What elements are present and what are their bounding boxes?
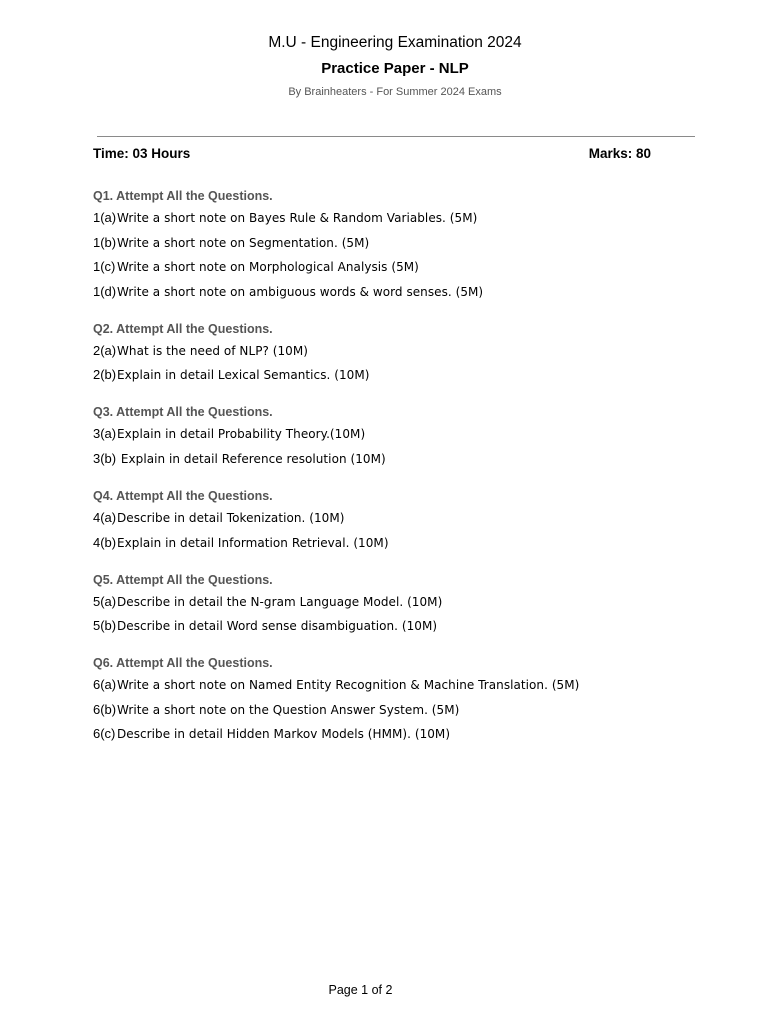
question-text: Explain in detail Probability Theory.(10M) (117, 427, 366, 442)
question-item (93, 235, 693, 251)
question-item (93, 535, 693, 551)
question-number: 3(a) (93, 426, 117, 442)
question-number: 6(b) (93, 701, 117, 717)
question-number: 2(a) (93, 342, 117, 358)
question-section-3 (93, 405, 693, 467)
exam-title: M.U - Engineering Examination 2024 (268, 34, 522, 51)
question-section-5 (93, 573, 693, 635)
question-item (93, 594, 693, 610)
question-text: Write a short note on ambiguous words & word senses. (5M) (117, 284, 484, 299)
section-heading: Q4. Attempt All the Questions. (93, 488, 273, 503)
question-number: 2(b) (93, 367, 117, 383)
question-text: Write a short note on Named Entity Recognition & Machine Translation. (5M) (117, 678, 580, 693)
section-heading: Q5. Attempt All the Questions. (93, 572, 273, 587)
question-number: 3(b) (93, 450, 117, 466)
question-item (93, 451, 693, 467)
question-text: Explain in detail Information Retrieval. (10M) (117, 535, 389, 550)
question-number: 1(c) (93, 259, 116, 275)
question-item (93, 426, 693, 442)
question-item (93, 677, 693, 693)
page-number: Page 1 of 2 (328, 983, 393, 997)
question-text: Write a short note on Bayes Rule & Random Variables. (5M) (117, 211, 478, 225)
question-item (93, 284, 693, 300)
section-heading: Q6. Attempt All the Questions. (93, 656, 273, 671)
question-item (93, 343, 693, 359)
question-text: Write a short note on the Question Answer System. (5M) (117, 702, 460, 717)
question-section-4 (93, 489, 693, 551)
question-number: 5(a) (93, 593, 117, 609)
question-number: 1(b) (93, 234, 117, 250)
question-number: 5(b) (93, 618, 117, 634)
question-section-2 (93, 322, 693, 384)
document-header (0, 34, 768, 99)
section-heading: Q1. Attempt All the Questions. (93, 189, 273, 203)
question-text: Describe in detail Tokenization. (10M) (117, 510, 345, 525)
question-item (93, 726, 693, 742)
question-text: Explain in detail Reference resolution (10M) (117, 451, 386, 466)
time-label: Time: 03 Hours (93, 146, 191, 161)
marks-label: Marks: 80 (588, 146, 651, 161)
question-item (93, 367, 693, 383)
question-text: Describe in detail Word sense disambiguation. (10M) (117, 619, 438, 634)
question-item (93, 702, 693, 718)
paper-title: Practice Paper - NLP (321, 60, 469, 77)
question-item (93, 618, 693, 634)
question-item (93, 259, 693, 275)
exam-meta (93, 146, 651, 162)
question-number: 6(a) (93, 677, 117, 693)
question-item (93, 510, 693, 526)
question-text: Describe in detail Hidden Markov Models (HMM). (10M) (117, 727, 451, 742)
question-list (93, 189, 693, 764)
question-item (93, 210, 693, 226)
question-text: Write a short note on Morphological Analysis (5M) (117, 260, 419, 275)
question-section-1 (93, 189, 693, 300)
question-section-6 (93, 656, 693, 742)
question-number: 1(a) (93, 210, 117, 225)
question-number: 4(b) (93, 534, 117, 550)
section-heading: Q3. Attempt All the Questions. (93, 405, 273, 420)
question-text: Write a short note on Segmentation. (5M) (117, 235, 370, 250)
question-text: What is the need of NLP? (10M) (117, 343, 309, 358)
question-number: 4(a) (93, 509, 117, 525)
question-number: 1(d) (93, 283, 117, 299)
section-heading: Q2. Attempt All the Questions. (93, 321, 273, 336)
header-divider (97, 136, 695, 137)
question-text: Explain in detail Lexical Semantics. (10M) (117, 368, 370, 383)
paper-subtitle: By Brainheaters - For Summer 2024 Exams (288, 86, 502, 98)
question-text: Describe in detail the N-gram Language Model. (10M) (117, 594, 443, 609)
question-number: 6(c) (93, 726, 116, 742)
